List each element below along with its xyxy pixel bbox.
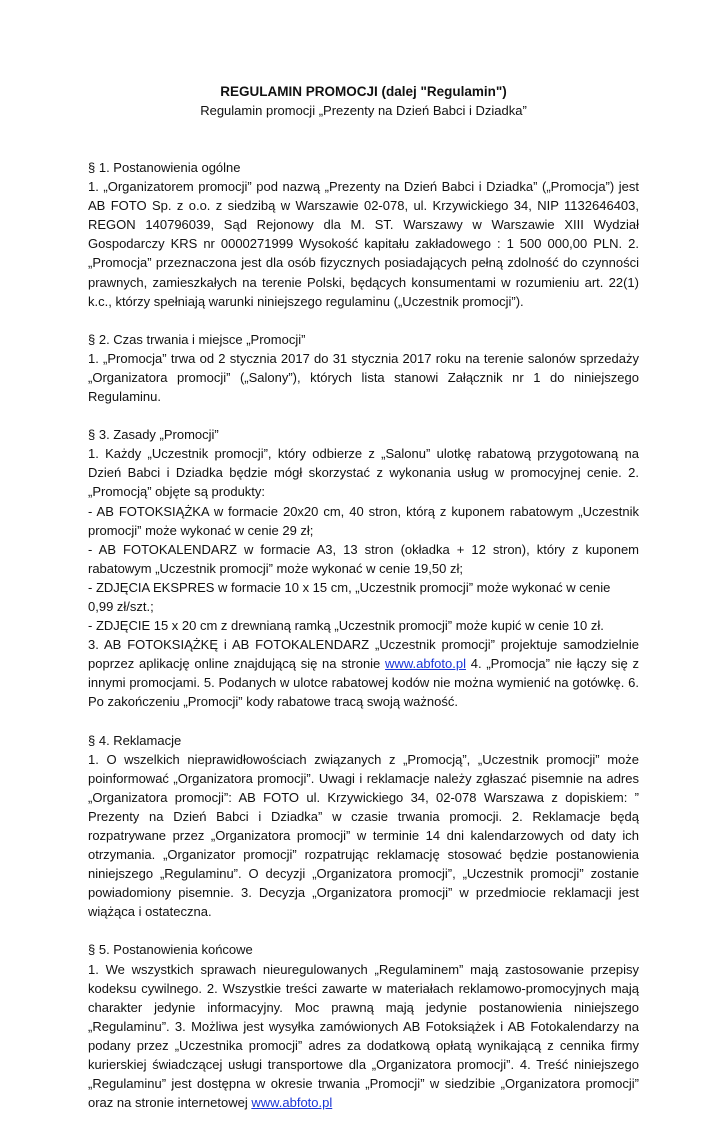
product-item-zdjecie-ramka: - ZDJĘCIE 15 x 20 cm z drewnianą ramką „Uczestnik promocji” może kupić w cenie 10 zł. bbox=[88, 618, 604, 634]
product-item-fotoksiazka: - AB FOTOKSIĄŻKA w formacie 20x20 cm, 40 stron, którą z kuponem rabatowym „Uczestnik promocji” może wykonać w cenie 29 zł; bbox=[88, 503, 639, 538]
abfoto-link-footer[interactable]: www.abfoto.pl bbox=[251, 1095, 333, 1111]
product-item-fotokalendarz: - AB FOTOKALENDARZ w formacie A3, 13 stron (okładka + 12 stron), który z kuponem rabatowym „Uczestnik promocji” może wykonać w cenie 19,50 zł; bbox=[88, 541, 639, 576]
section-5-paragraph bbox=[88, 960, 639, 1113]
section-2-heading: § 2. Czas trwania i miejsce „Promocji” bbox=[88, 331, 306, 347]
section-5-text: 1. We wszystkich sprawach nieuregulowanych „Regulaminem” mają zastosowanie przepisy kodeksu cywilnego. 2. Wszystkie treści zawarte w materiałach reklamowo-promocyjnych mają charakter jedynie informacyjny. Moc prawną mają jedynie postanowienia niniejszego „Regulaminu”. 3. Możliwa jest wysyłka zamówionych AB Fotoksiążek i AB Fotokalendarzy na podany przez „Uczestnika promocji” adres za dodatkową opłatą wynikającą z cennika firmy kurierskiej świadczącej usługi transportowe dla „Organizatora promocji”. 4. Treść niniejszego „Regulaminu” jest dostępna w okresie trwania „Promocji” w siedzibie „Organizatora promocji” oraz na stronie internetowej bbox=[88, 961, 639, 1111]
section-2-paragraph: 1. „Promocja” trwa od 2 stycznia 2017 do 31 stycznia 2017 roku na terenie salonów sprzedaży „Organizatora promocji” („Salony”), których lista stanowi Załącznik nr 1 do niniejszego Regulaminu. bbox=[88, 350, 639, 405]
document-subtitle: Regulamin promocji „Prezenty na Dzień Babci i Dziadka” bbox=[200, 103, 527, 118]
section-1 bbox=[88, 158, 639, 311]
section-3-rules-text-before: 3. AB FOTOKSIĄŻKĘ i AB FOTOKALENDARZ „Uczestnik promocji” projektuje samodzielnie poprzez aplikację online znajdującą się na stronie bbox=[88, 637, 639, 672]
section-4 bbox=[88, 731, 639, 922]
section-3-rules-text-after: 4. „Promocja” nie łączy się z innymi promocjami. 5. Podanych w ulotce rabatowej kodów nie można wymienić na gotówkę. 6. Po zakończeniu „Promocji” kody rabatowe tracą swoją ważność. bbox=[88, 656, 639, 710]
section-5-heading: § 5. Postanowienia końcowe bbox=[88, 942, 253, 958]
product-item-zdjecia-ekspres: - ZDJĘCIA EKSPRES w formacie 10 x 15 cm, „Uczestnik promocji” może wykonać w cenie 0,99 zł/szt.; bbox=[88, 579, 611, 614]
document-title: REGULAMIN PROMOCJI (dalej "Regulamin") bbox=[220, 84, 507, 99]
section-3-paragraph-intro: 1. Każdy „Uczestnik promocji”, który odbierze z „Salonu” ulotkę rabatową przygotowaną na Dzień Babci i Dziadka będzie mógł skorzystać z wykonania usług w promocyjnej cenie. 2. „Promocją” objęte są produkty: bbox=[88, 446, 639, 500]
section-1-heading: § 1. Postanowienia ogólne bbox=[88, 160, 241, 175]
section-3-paragraph-rules bbox=[88, 635, 639, 711]
section-3 bbox=[88, 425, 639, 711]
section-3-heading: § 3. Zasady „Promocji” bbox=[88, 427, 219, 443]
section-2 bbox=[88, 330, 639, 406]
section-4-heading: § 4. Reklamacje bbox=[88, 732, 182, 748]
section-4-paragraph: 1. O wszelkich nieprawidłowościach związanych z „Promocją”, „Uczestnik promocji” może poinformować „Organizatora promocji”. Uwagi i reklamacje należy zgłaszać pisemnie na adres „Organizatora promocji”: AB FOTO ul. Krzywickiego 34, 02-078 Warszawa z dopiskiem: ” Prezenty na Dzień Babci i Dziadka” w czasie trwania promocji. 2. Reklamacje będą rozpatrywane przez „Organizatora promocji” w terminie 14 dni kalendarzowych od daty ich otrzymania. „Organizator promocji” rozpatrując reklamację stosować będzie postanowienia niniejszego „Regulaminu”. O decyzji „Organizatora promocji”, „Uczestnik promocji” zostanie powiadomiony pisemnie. 3. Decyzja „Organizatora promocji” w przedmiocie reklamacji jest wiążąca i ostateczna. bbox=[88, 751, 639, 920]
section-1-paragraph: 1. „Organizatorem promocji” pod nazwą „Prezenty na Dzień Babci i Dziadka” („Promocja”) jest AB FOTO Sp. z o.o. z siedzibą w Warszawie 02-078, ul. Krzywickiego 34, NIP 1132646403, REGON 140796039, Sąd Rejonowy dla M. ST. Warszawy w Warszawie XIII Wydział Gospodarczy KRS nr 0000271999 Wysokość kapitału zakładowego : 1 500 000,00 PLN. 2. „Promocja” przeznaczona jest dla osób fizycznych posiadających pełną zdolność do czynności prawnych, zamieszkałych na terenie Polski, będących konsumentami w rozumieniu art. 22(1) k.c., którzy spełniają warunki niniejszego regulaminu („Uczestnik promocji”). bbox=[88, 179, 639, 309]
abfoto-link[interactable]: www.abfoto.pl bbox=[385, 656, 466, 672]
section-5 bbox=[88, 940, 639, 1112]
document-page bbox=[88, 82, 639, 1131]
